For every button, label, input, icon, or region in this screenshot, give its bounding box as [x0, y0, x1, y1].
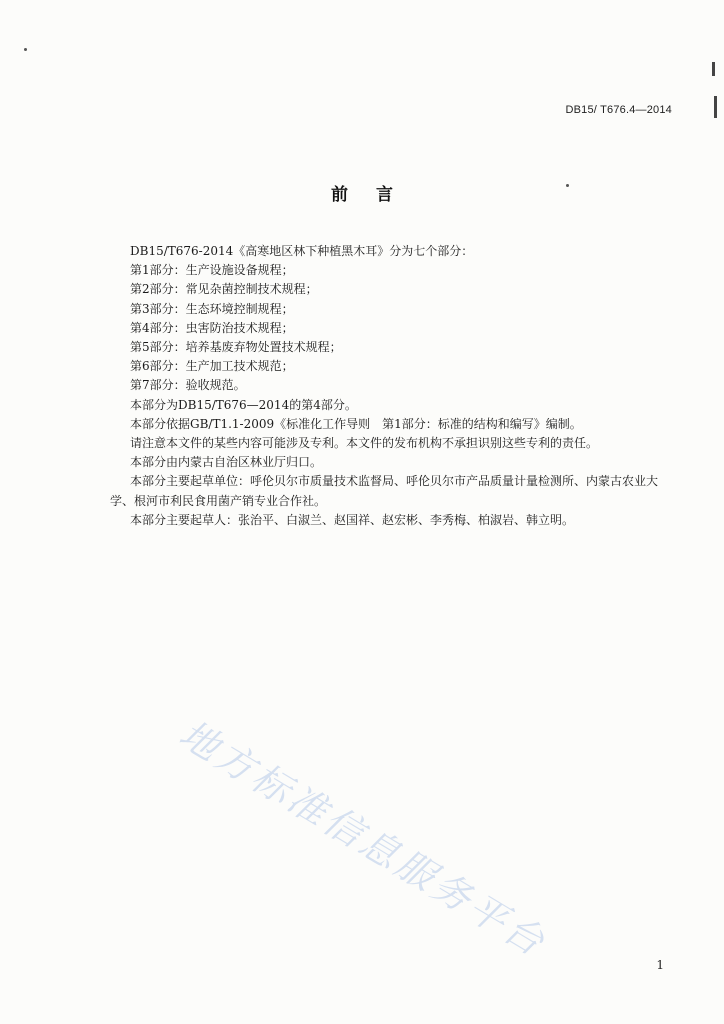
scan-edge-mark [714, 96, 717, 118]
paragraph: 本部分主要起草人：张治平、白淑兰、赵国祥、赵宏彬、李秀梅、柏淑岩、韩立明。 [130, 512, 575, 527]
foreword-body [110, 242, 680, 530]
paragraph: 第6部分：生产加工技术规范； [130, 359, 294, 374]
paragraph: 第1部分：生产设施设备规程； [130, 263, 294, 278]
paragraph: 第5部分：培养基废弃物处置技术规程； [130, 340, 342, 355]
title-char: 言 [376, 185, 393, 205]
page-title [0, 180, 724, 205]
watermark-text: 地方标准信息服务平台 [171, 711, 555, 966]
paragraph: 第3部分：生态环境控制规程； [130, 301, 294, 316]
paragraph: 第2部分：常见杂菌控制技术规程； [130, 282, 318, 297]
paragraph: 本部分由内蒙古自治区林业厅归口。 [130, 455, 323, 470]
paragraph: 请注意本文件的某些内容可能涉及专利。本文件的发布机构不承担识别这些专利的责任。 [130, 436, 599, 451]
title-char: 前 [331, 185, 348, 205]
paragraph: 本部分为DB15/T676—2014的第4部分。 [130, 397, 357, 412]
paragraph: DB15/T676-2014《高寒地区林下种植黑木耳》分为七个部分： [130, 244, 474, 258]
scan-speck [24, 48, 27, 51]
page-number: 1 [656, 958, 664, 972]
paragraph: 本部分依据GB/T1.1-2009《标准化工作导则 第1部分：标准的结构和编写》编制。 [130, 416, 582, 431]
paragraph: 本部分主要起草单位：呼伦贝尔市质量技术监督局、呼伦贝尔市产品质量计量检测所、内蒙古农业大学、根河市利民食用菌产销专业合作社。 [110, 474, 659, 508]
standard-code-header: DB15/ T676.4—2014 [565, 104, 672, 116]
scan-edge-mark [712, 62, 715, 76]
paragraph: 第7部分：验收规范。 [130, 378, 246, 393]
paragraph: 第4部分：虫害防治技术规程； [130, 320, 294, 335]
